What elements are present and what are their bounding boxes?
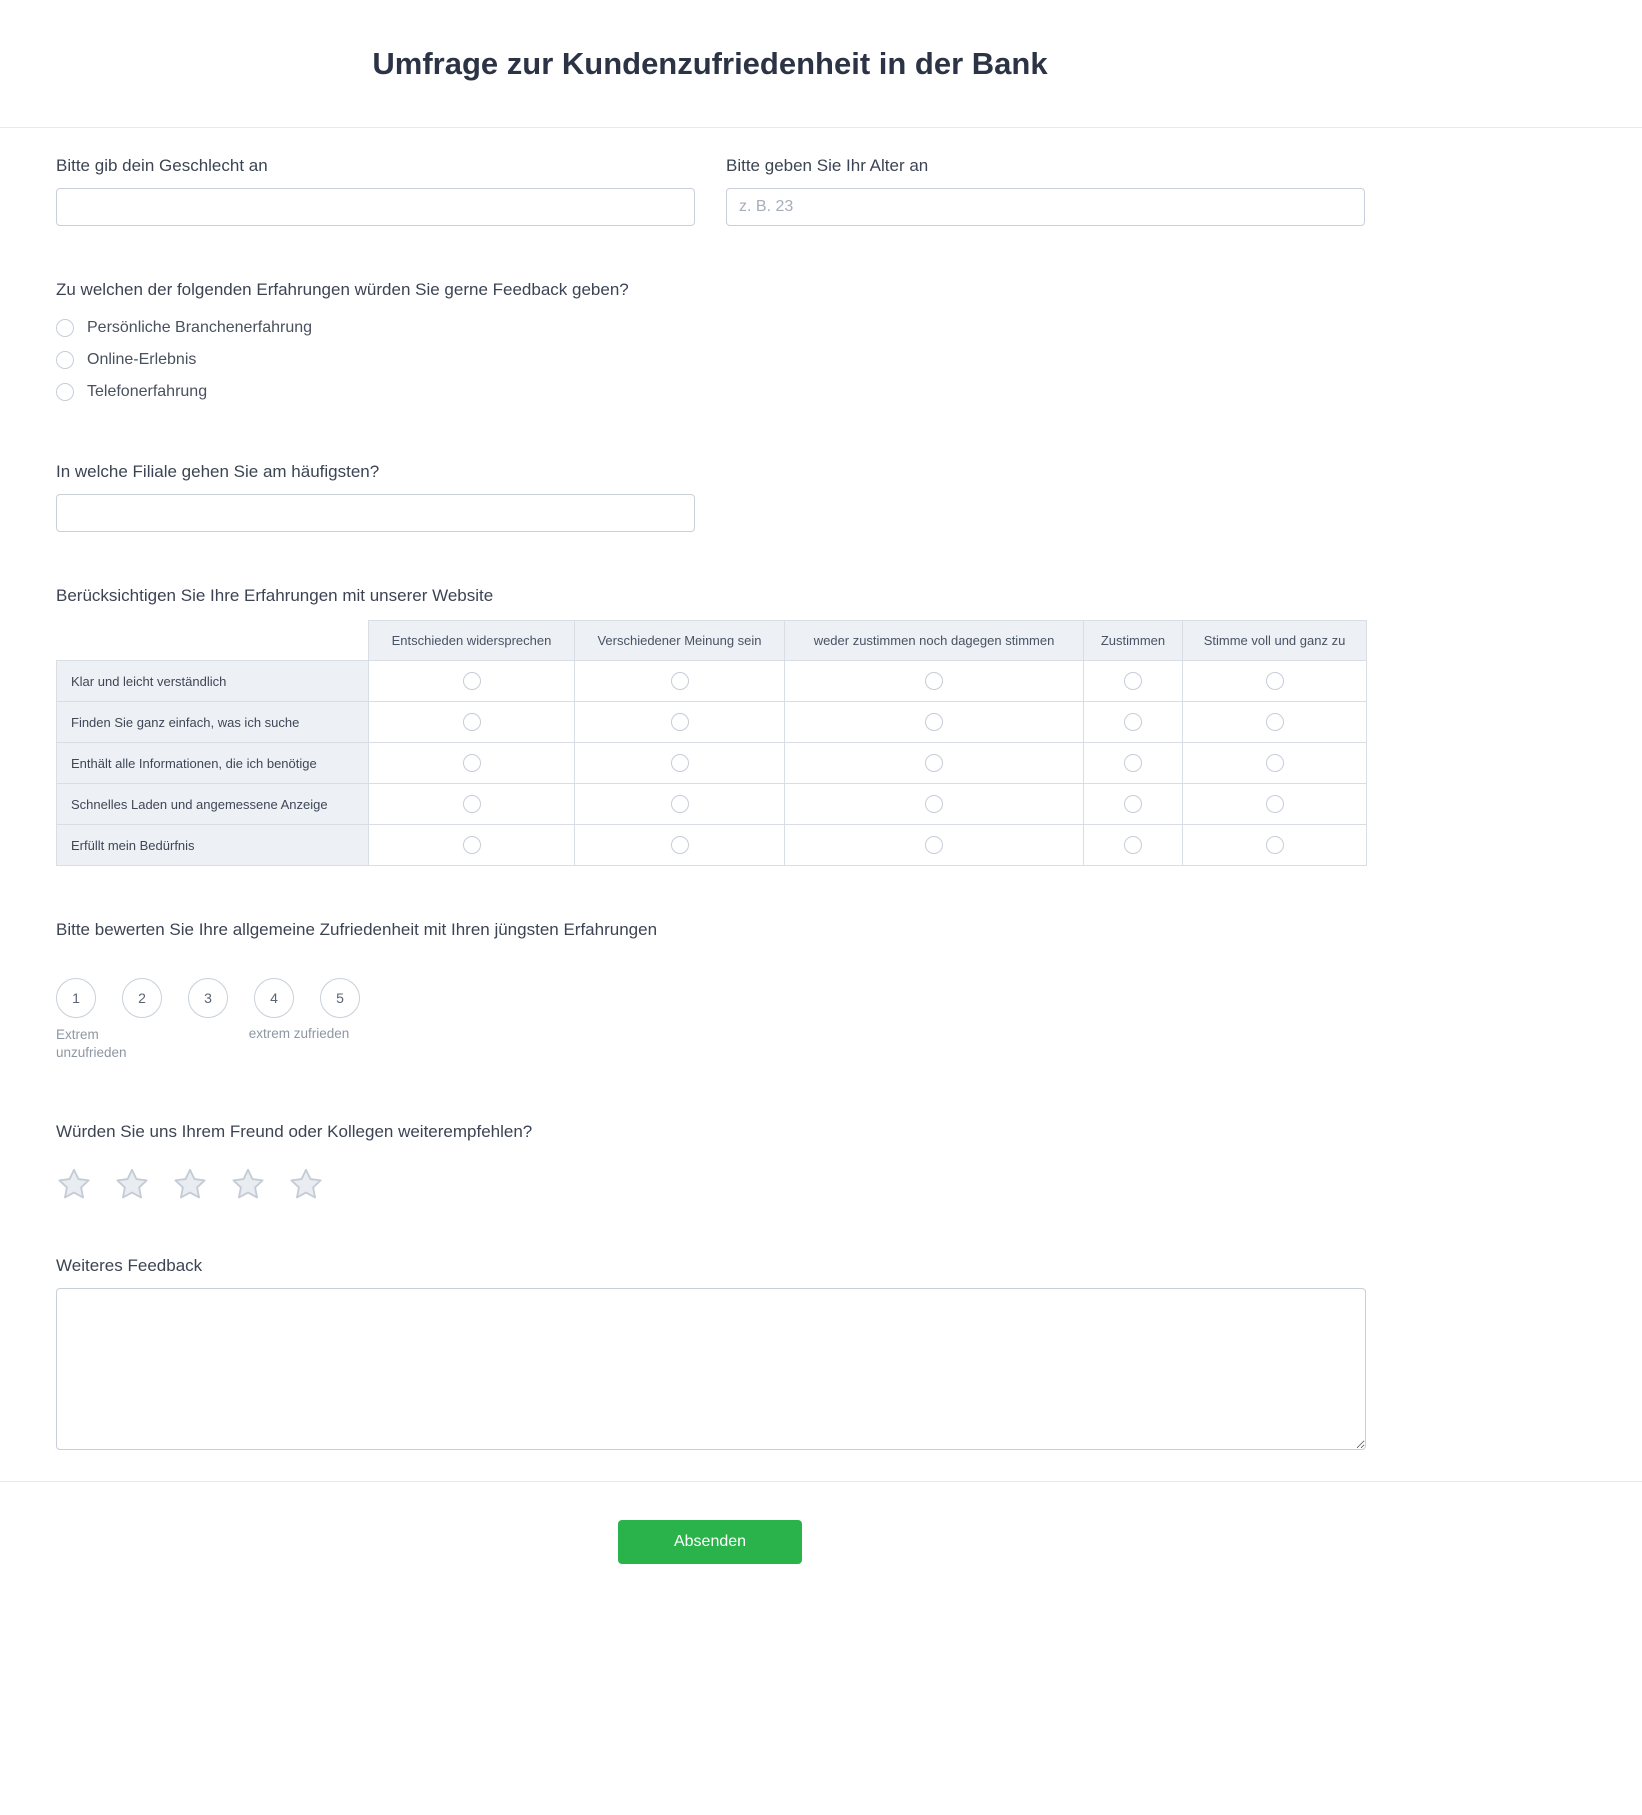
matrix-cell <box>1183 784 1367 825</box>
matrix-radio[interactable] <box>1124 713 1142 731</box>
matrix-cell <box>1084 825 1183 866</box>
matrix-row-label: Schnelles Laden und angemessene Anzeige <box>57 784 369 825</box>
matrix-radio[interactable] <box>463 713 481 731</box>
matrix-cell <box>1183 743 1367 784</box>
matrix-column-header: Entschieden widersprechen <box>369 621 575 661</box>
matrix-cell <box>575 702 785 743</box>
matrix-cell <box>575 743 785 784</box>
scale-option-1[interactable]: 1 <box>56 978 96 1018</box>
radio-option-label: Persönliche Branchenerfahrung <box>87 319 313 336</box>
matrix-corner-cell <box>57 621 369 661</box>
matrix-cell <box>1183 702 1367 743</box>
matrix-radio[interactable] <box>1124 795 1142 813</box>
radio-icon[interactable] <box>56 383 74 401</box>
matrix-cell <box>785 825 1084 866</box>
radio-icon[interactable] <box>56 351 74 369</box>
branch-field <box>56 462 1366 532</box>
radio-option-label: Telefonerfahrung <box>87 383 208 400</box>
matrix-radio[interactable] <box>1124 672 1142 690</box>
matrix-cell <box>369 661 575 702</box>
star-icon[interactable] <box>172 1166 208 1202</box>
matrix-row-label: Klar und leicht verständlich <box>57 661 369 702</box>
matrix-row <box>57 661 1367 702</box>
matrix-radio[interactable] <box>925 795 943 813</box>
star-icon[interactable] <box>230 1166 266 1202</box>
survey-footer <box>0 1481 1642 1814</box>
matrix-cell <box>575 784 785 825</box>
website-matrix-table <box>56 620 1367 866</box>
matrix-row <box>57 743 1367 784</box>
survey-form <box>56 156 1366 1455</box>
star-icon[interactable] <box>288 1166 324 1202</box>
matrix-radio[interactable] <box>1124 754 1142 772</box>
matrix-cell <box>575 825 785 866</box>
matrix-cell <box>785 702 1084 743</box>
matrix-column-header: Zustimmen <box>1084 621 1183 661</box>
scale-option-3[interactable]: 3 <box>188 978 228 1018</box>
matrix-radio[interactable] <box>1266 836 1284 854</box>
matrix-radio[interactable] <box>463 836 481 854</box>
matrix-radio[interactable] <box>671 795 689 813</box>
recommend-label: Würden Sie uns Ihrem Freund oder Kollegen weiterempfehlen? <box>56 1122 533 1141</box>
radio-option-label: Online-Erlebnis <box>87 351 197 368</box>
website-matrix-section <box>56 586 1366 866</box>
matrix-radio[interactable] <box>1266 754 1284 772</box>
radio-option-phone-experience[interactable] <box>56 376 1366 408</box>
matrix-row <box>57 825 1367 866</box>
matrix-radio[interactable] <box>463 795 481 813</box>
age-field <box>726 156 1365 226</box>
matrix-cell <box>369 702 575 743</box>
matrix-radio[interactable] <box>1266 795 1284 813</box>
scale-option-2[interactable]: 2 <box>122 978 162 1018</box>
matrix-radio[interactable] <box>925 713 943 731</box>
matrix-cell <box>785 743 1084 784</box>
scale-min-label: Extrem unzufrieden <box>56 1027 127 1060</box>
matrix-cell <box>1183 825 1367 866</box>
matrix-row <box>57 784 1367 825</box>
matrix-cell <box>1183 661 1367 702</box>
age-input[interactable] <box>726 188 1365 226</box>
scale-option-4[interactable]: 4 <box>254 978 294 1018</box>
matrix-cell <box>785 661 1084 702</box>
recommend-section <box>56 1122 1366 1202</box>
matrix-column-header: Verschiedener Meinung sein <box>575 621 785 661</box>
star-rating <box>56 1166 1366 1202</box>
satisfaction-scale-section <box>56 920 1366 1068</box>
feedback-label: Weiteres Feedback <box>56 1256 203 1275</box>
matrix-radio[interactable] <box>925 754 943 772</box>
star-icon[interactable] <box>56 1166 92 1202</box>
page-title: Umfrage zur Kundenzufriedenheit in der Bank <box>372 45 1048 81</box>
age-label: Bitte geben Sie Ihr Alter an <box>726 156 929 175</box>
matrix-cell <box>575 661 785 702</box>
matrix-radio[interactable] <box>671 713 689 731</box>
matrix-cell <box>1084 784 1183 825</box>
feedback-section <box>56 1256 1366 1455</box>
website-matrix-label: Berücksichtigen Sie Ihre Erfahrungen mit unserer Website <box>56 586 494 605</box>
scale-labels <box>56 1026 1366 1068</box>
matrix-row-label: Finden Sie ganz einfach, was ich suche <box>57 702 369 743</box>
survey-header <box>0 0 1642 128</box>
radio-option-branch-experience[interactable] <box>56 312 1366 344</box>
matrix-cell <box>369 825 575 866</box>
satisfaction-label: Bitte bewerten Sie Ihre allgemeine Zufriedenheit mit Ihren jüngsten Erfahrungen <box>56 920 658 939</box>
star-icon[interactable] <box>114 1166 150 1202</box>
gender-age-row <box>56 156 1366 226</box>
matrix-radio[interactable] <box>463 672 481 690</box>
matrix-radio[interactable] <box>671 836 689 854</box>
scale-max-label: extrem zufrieden <box>248 1026 350 1041</box>
matrix-row <box>57 702 1367 743</box>
matrix-radio[interactable] <box>1124 836 1142 854</box>
matrix-cell <box>369 784 575 825</box>
gender-field <box>56 156 695 226</box>
experience-label: Zu welchen der folgenden Erfahrungen würden Sie gerne Feedback geben? <box>56 280 629 299</box>
branch-input[interactable] <box>56 494 695 532</box>
matrix-cell <box>369 743 575 784</box>
matrix-radio[interactable] <box>671 672 689 690</box>
scale-option-5[interactable]: 5 <box>320 978 360 1018</box>
matrix-cell <box>1084 702 1183 743</box>
radio-icon[interactable] <box>56 319 74 337</box>
gender-label: Bitte gib dein Geschlecht an <box>56 156 268 175</box>
feedback-textarea[interactable] <box>56 1288 1366 1450</box>
satisfaction-scale <box>56 978 1366 1018</box>
matrix-radio[interactable] <box>1266 713 1284 731</box>
matrix-row-label: Erfüllt mein Bedürfnis <box>57 825 369 866</box>
experience-radio-group <box>56 280 1366 408</box>
matrix-header-row <box>57 621 1367 661</box>
matrix-column-header: Stimme voll und ganz zu <box>1183 621 1367 661</box>
matrix-column-header: weder zustimmen noch dagegen stimmen <box>785 621 1084 661</box>
matrix-radio[interactable] <box>925 672 943 690</box>
matrix-cell <box>785 784 1084 825</box>
gender-input[interactable] <box>56 188 695 226</box>
radio-option-online-experience[interactable] <box>56 344 1366 376</box>
matrix-cell <box>1084 743 1183 784</box>
matrix-radio[interactable] <box>925 836 943 854</box>
submit-button[interactable]: Absenden <box>618 1520 802 1564</box>
matrix-cell <box>1084 661 1183 702</box>
matrix-radio[interactable] <box>463 754 481 772</box>
branch-label: In welche Filiale gehen Sie am häufigsten? <box>56 462 380 481</box>
matrix-radio[interactable] <box>671 754 689 772</box>
matrix-radio[interactable] <box>1266 672 1284 690</box>
matrix-row-label: Enthält alle Informationen, die ich benötige <box>57 743 369 784</box>
